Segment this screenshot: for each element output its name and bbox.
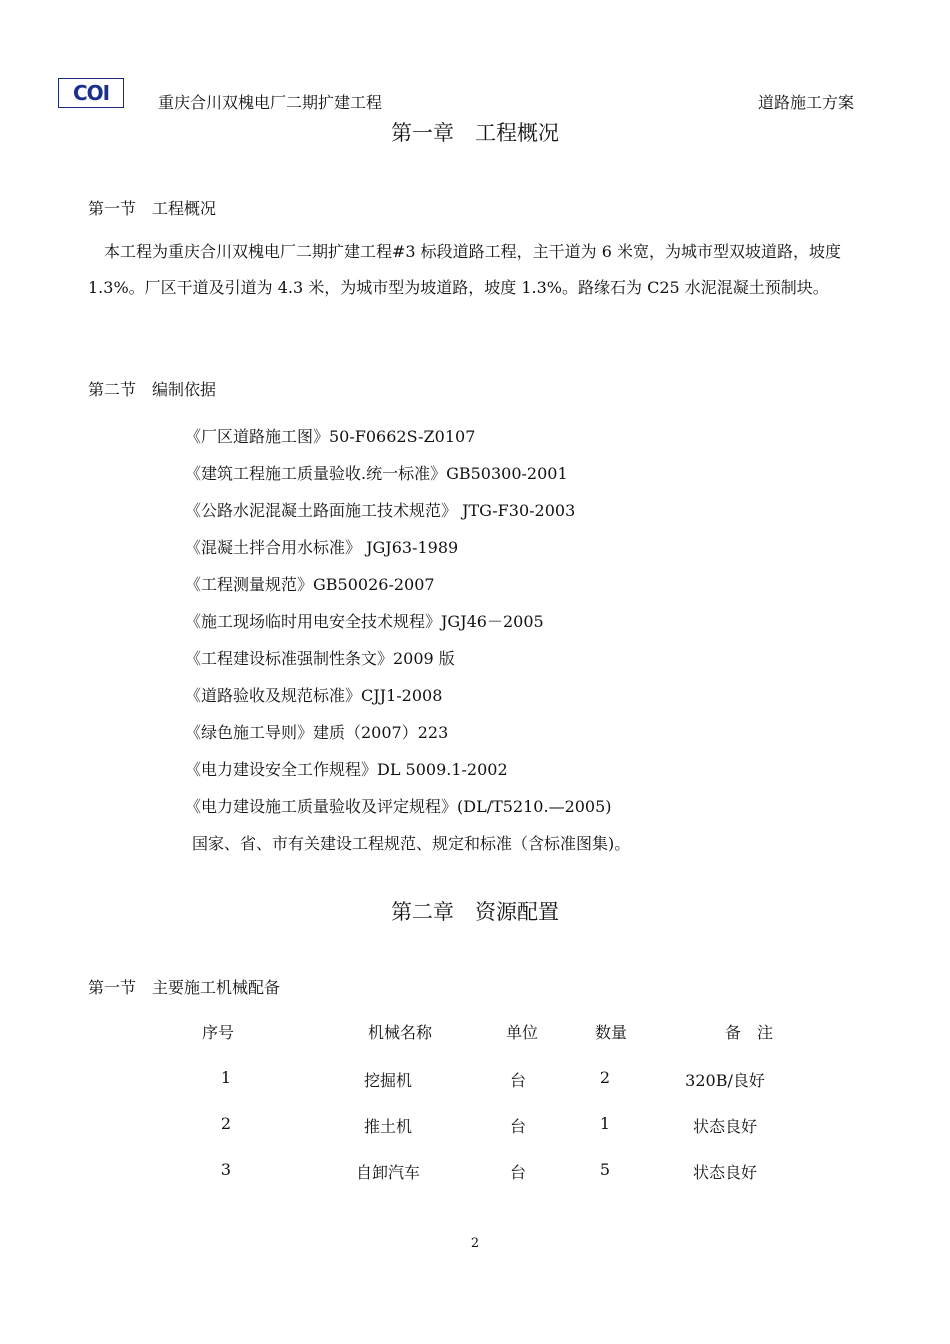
chapter-1-title: 第一章 工程概况 <box>391 121 559 145</box>
table-cell: 状态良好 <box>692 1117 758 1136</box>
section-2-1-title: 第一节 主要施工机械配备 <box>88 978 281 997</box>
reference-item: 《工程测量规范》GB50026-2007 <box>185 575 435 594</box>
table-header-cell: 机械名称 <box>367 1023 433 1042</box>
section-1-1-paragraph: 本工程为重庆合川双槐电厂二期扩建工程#3 标段道路工程，主干道为 6 米宽，为城市型双坡道路，坡度 1.3%。厂区干道及引道为 4.3 米，为城市型为坡道路，坡度 1.3%。路缘石为 C25 水泥混凝土预制块。 <box>88 242 842 297</box>
reference-item: 《建筑工程施工质量验收.统一标准》GB50300-2001 <box>185 464 568 483</box>
table-cell: 320B/良好 <box>685 1071 765 1090</box>
table-cell: 1 <box>220 1068 232 1087</box>
table-cell: 台 <box>509 1163 527 1182</box>
logo-text: COI <box>72 81 110 105</box>
table-cell: 状态良好 <box>692 1163 758 1182</box>
table-cell: 台 <box>509 1071 527 1090</box>
section-1-2-title: 第二节 编制依据 <box>88 380 217 399</box>
reference-item: 《公路水泥混凝土路面施工技术规范》 JTG-F30-2003 <box>185 501 576 520</box>
reference-item: 《绿色施工导则》建质（2007）223 <box>185 723 449 742</box>
table-cell: 5 <box>599 1160 611 1179</box>
company-logo <box>58 78 124 108</box>
reference-item: 国家、省、市有关建设工程规范、规定和标准（含标准图集)。 <box>192 834 631 853</box>
chapter-2-title: 第二章 资源配置 <box>391 900 559 924</box>
reference-item: 《混凝土拌合用水标准》 JGJ63-1989 <box>185 538 459 557</box>
reference-item: 《施工现场临时用电安全技术规程》JGJ46－2005 <box>185 612 544 631</box>
table-header-cell: 备 注 <box>724 1023 774 1042</box>
table-cell: 2 <box>599 1068 611 1087</box>
header-doc-title: 道路施工方案 <box>758 93 855 112</box>
table-cell: 3 <box>220 1160 232 1179</box>
table-header-cell: 数量 <box>594 1023 628 1042</box>
table-header-cell: 序号 <box>201 1023 235 1042</box>
table-cell: 2 <box>220 1114 232 1133</box>
reference-item: 《电力建设安全工作规程》DL 5009.1-2002 <box>185 760 508 779</box>
table-cell: 台 <box>509 1117 527 1136</box>
reference-item: 《厂区道路施工图》50-F0662S-Z0107 <box>185 427 476 446</box>
header-project-name: 重庆合川双槐电厂二期扩建工程 <box>158 93 383 112</box>
page-number: 2 <box>470 1236 480 1251</box>
table-header-cell: 单位 <box>505 1023 539 1042</box>
table-cell: 推土机 <box>363 1117 413 1136</box>
table-cell: 挖掘机 <box>363 1071 413 1090</box>
reference-item: 《道路验收及规范标准》CJJ1-2008 <box>185 686 443 705</box>
reference-item: 《电力建设施工质量验收及评定规程》(DL/T5210.—2005) <box>185 797 612 816</box>
reference-item: 《工程建设标准强制性条文》2009 版 <box>185 649 455 668</box>
section-1-1-title: 第一节 工程概况 <box>88 199 217 218</box>
table-cell: 1 <box>599 1114 611 1133</box>
table-cell: 自卸汽车 <box>355 1163 421 1182</box>
